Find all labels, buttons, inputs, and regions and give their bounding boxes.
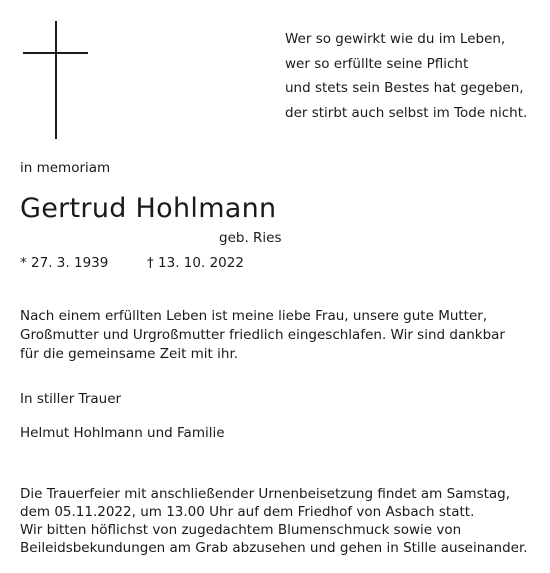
message-line: für die gemeinsame Zeit mit ihr. (20, 346, 239, 362)
message-line: Großmutter und Urgroßmutter friedlich eingeschlafen. Wir sind dankbar (20, 327, 505, 343)
poem-line: wer so erfüllte seine Pflicht (285, 55, 469, 72)
notice-line: Wir bitten höflichst von zugedachtem Blumenschmuck sowie von (20, 522, 462, 538)
funeral-notice (20, 485, 545, 557)
cross-vertical-bar (55, 21, 57, 139)
poem-line: und stets sein Bestes hat gegeben, (285, 80, 524, 96)
mourning-intro: In stiller Trauer (20, 391, 122, 407)
cross-horizontal-bar (23, 52, 88, 54)
poem-line: Wer so gewirkt wie du im Leben, (285, 31, 506, 47)
notice-line: Die Trauerfeier mit anschließender Urnenbeisetzung findet am Samstag, (20, 486, 511, 502)
poem (285, 27, 527, 125)
death-date: † 13. 10. 2022 (147, 255, 244, 271)
notice-line: dem 05.11.2022, um 13.00 Uhr auf dem Friedhof von Asbach statt. (20, 504, 475, 520)
birth-date: * 27. 3. 1939 (20, 255, 109, 271)
message-line: Nach einem erfüllten Leben ist meine liebe Frau, unsere gute Mutter, (20, 308, 488, 324)
mourner-names: Helmut Hohlmann und Familie (20, 425, 225, 441)
poem-line: der stirbt auch selbst im Tode nicht. (285, 104, 528, 121)
notice-line: Beileidsbekundungen am Grab abzusehen und gehen in Stille auseinander. (20, 540, 528, 556)
obituary-message (20, 307, 540, 364)
deceased-name: Gertrud Hohlmann (20, 193, 277, 224)
maiden-name: geb. Ries (219, 230, 282, 246)
memoriam-label: in memoriam (20, 160, 111, 176)
